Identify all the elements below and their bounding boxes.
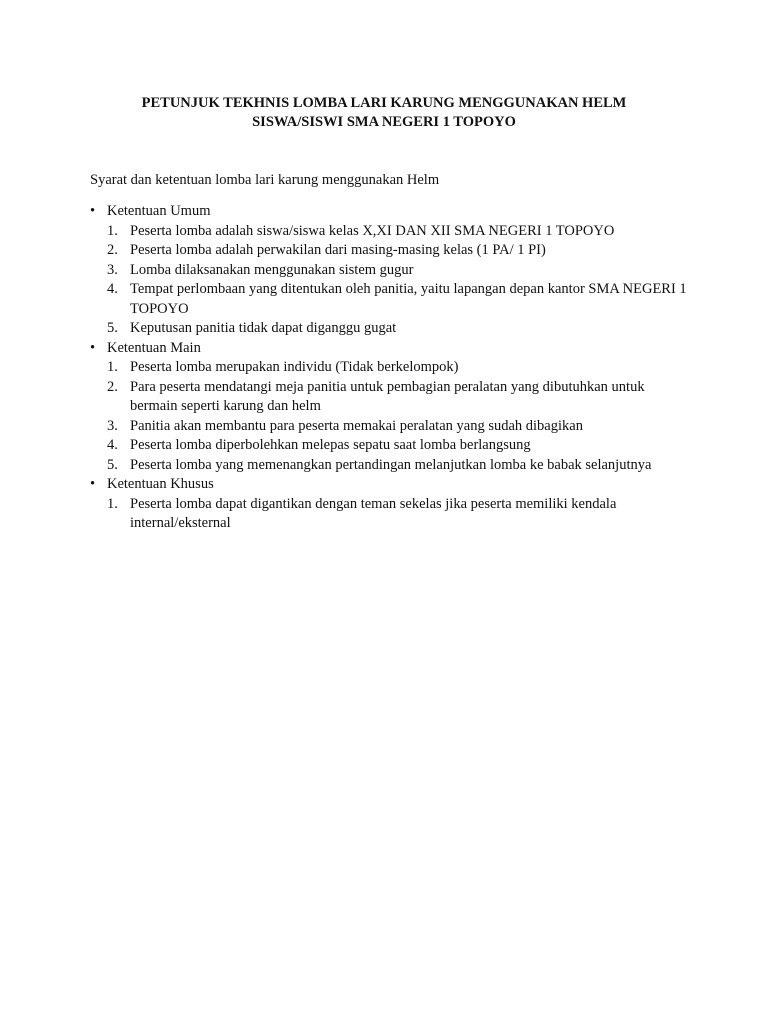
item-number: 2. xyxy=(107,378,118,395)
section-heading xyxy=(90,339,690,359)
section-items xyxy=(90,222,690,339)
item-number: 1. xyxy=(107,495,118,512)
list-item xyxy=(90,241,690,261)
item-text: Peserta lomba adalah perwakilan dari masing-masing kelas (1 PA/ 1 PI) xyxy=(130,242,546,258)
list-item xyxy=(90,280,690,319)
item-number: 5. xyxy=(107,456,118,473)
item-text: Panitia akan membantu para peserta memakai peralatan yang sudah dibagikan xyxy=(130,417,583,434)
item-number: 1. xyxy=(107,222,118,239)
list-item xyxy=(90,417,690,437)
item-text: Peserta lomba merupakan individu (Tidak berkelompok) xyxy=(130,359,459,375)
list-item xyxy=(90,495,690,534)
bullet-icon: • xyxy=(90,203,96,219)
bullet-icon: • xyxy=(90,339,96,356)
section-khusus xyxy=(90,475,690,534)
item-number: 5. xyxy=(107,320,118,336)
list-item xyxy=(90,378,690,417)
section-heading-text: Ketentuan Main xyxy=(107,339,201,356)
title-line-1: PETUNJUK TEKHNIS LOMBA LARI KARUNG MENGGUNAKAN HELM xyxy=(141,95,627,111)
bullet-icon: • xyxy=(90,476,96,492)
item-text: Keputusan panitia tidak dapat diganggu gugat xyxy=(130,320,397,336)
item-number: 1. xyxy=(107,359,118,375)
item-text: Peserta lomba adalah siswa/siswa kelas X,XI DAN XII SMA NEGERI 1 TOPOYO xyxy=(130,222,615,239)
list-item xyxy=(90,319,690,339)
list-item xyxy=(90,358,690,378)
section-items xyxy=(90,358,690,475)
item-text: Lomba dilaksanakan menggunakan sistem gugur xyxy=(130,261,414,278)
intro-text: Syarat dan ketentuan lomba lari karung menggunakan Helm xyxy=(90,172,440,188)
list-item xyxy=(90,261,690,281)
item-number: 4. xyxy=(107,281,118,297)
section-heading xyxy=(90,202,690,222)
list-item xyxy=(90,222,690,242)
item-text: Tempat perlombaan yang ditentukan oleh panitia, yaitu lapangan depan kantor SMA NEGERI 1 TOPOYO xyxy=(130,281,687,317)
item-number: 4. xyxy=(107,437,118,453)
item-text: Para peserta mendatangi meja panitia untuk pembagian peralatan yang dibutuhkan untuk bermain seperti karung dan helm xyxy=(130,378,645,414)
section-heading-text: Ketentuan Umum xyxy=(107,203,211,219)
section-heading xyxy=(90,475,690,495)
item-number: 3. xyxy=(107,261,118,278)
section-umum xyxy=(90,202,690,339)
item-text: Peserta lomba yang memenangkan pertandingan melanjutkan lomba ke babak selanjutnya xyxy=(130,456,652,473)
title-line-2: SISWA/SISWI SMA NEGERI 1 TOPOYO xyxy=(252,114,516,130)
document-title xyxy=(0,94,768,132)
item-text: Peserta lomba diperbolehkan melepas sepatu saat lomba berlangsung xyxy=(130,437,531,453)
item-number: 3. xyxy=(107,417,118,434)
item-text: Peserta lomba dapat digantikan dengan teman sekelas jika peserta memiliki kendala internal/eksternal xyxy=(130,495,617,531)
list-item xyxy=(90,436,690,456)
section-main xyxy=(90,339,690,476)
sections-list xyxy=(90,202,690,534)
section-heading-text: Ketentuan Khusus xyxy=(107,476,214,492)
item-number: 2. xyxy=(107,242,118,258)
list-item xyxy=(90,456,690,476)
section-items xyxy=(90,495,690,534)
